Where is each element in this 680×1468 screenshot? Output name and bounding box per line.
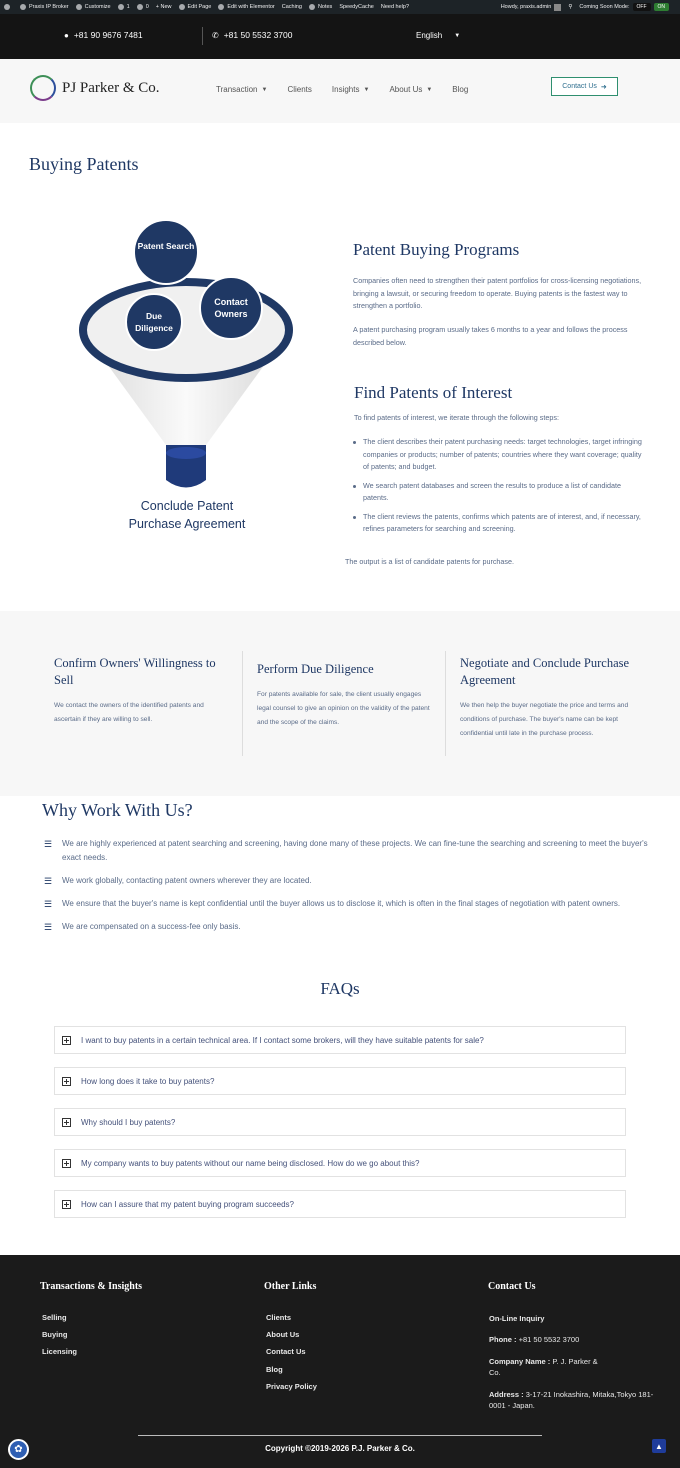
process-columns [0,611,680,796]
scroll-to-top-button[interactable] [652,1439,666,1453]
divider [202,27,203,45]
admin-new[interactable] [156,4,172,10]
nav-label: Insights [331,85,360,94]
find-steps-list [353,436,643,542]
section-title-why: Why Work With Us? [42,800,193,820]
coming-soon-label: Coming Soon Mode: [579,4,630,10]
admin-new-label: + New [155,4,172,10]
footer-link-privacy[interactable]: Privacy Policy [266,1382,317,1391]
cookie-settings-button[interactable] [8,1439,29,1460]
home-icon [20,4,26,10]
plus-square-icon [62,1200,71,1209]
admin-account[interactable] [501,4,562,11]
avatar [554,4,561,11]
faq-item[interactable] [54,1108,626,1136]
why-item-text: We are highly experienced at patent searching and screening, having done many of these projects. We can fine-tune the searching and screening to meet the buyer's exact needs. [62,839,648,862]
column-due-diligence [257,661,433,730]
funnel-graphic [78,210,296,540]
notes-icon [309,4,315,10]
why-item-text: We ensure that the buyer's name is kept confidential until the buyer allows us to disclose it, which is often in the final stages of negotiation with patent owners. [62,899,621,908]
circle-label-contact-owners: Contact Owners [214,297,248,319]
footer-title-transactions: Transactions & Insights [40,1281,143,1292]
divider [445,651,446,756]
elementor-icon [218,4,224,10]
list-item: We search patent databases and screen the results to produce a list of candidate patents. [353,480,643,505]
nav-label: Transaction [216,85,258,94]
admin-site-name-label: Praxis IP Broker [29,4,69,10]
layers-icon: ☰ [44,876,53,886]
list-item: The client describes their patent purchasing needs: target technologies, target infringing companies or products; number of patents; countries where they want coverage; quality of patents; and budget. [353,436,643,474]
admin-elementor-label: Edit with Elementor [227,4,275,10]
layers-icon: ☰ [44,839,53,849]
cookie-icon: ✿ [14,1444,23,1455]
faq-item[interactable] [54,1149,626,1177]
footer-link-buying[interactable]: Buying [42,1330,68,1339]
faq-question: My company wants to buy patents without our name being disclosed. How do we go about this? [81,1158,420,1168]
circle-label-due-diligence: Due Diligence [135,311,173,333]
faq-item[interactable] [54,1026,626,1054]
page-title: Buying Patents [29,154,139,174]
phone-2[interactable] [212,30,292,40]
admin-comments-count: 0 [145,4,149,10]
column-negotiate [460,655,636,741]
faq-item[interactable] [54,1190,626,1218]
why-item-text: We are compensated on a success-fee only basis. [62,922,241,931]
find-output: The output is a list of candidate patents for purchase. [345,557,515,566]
admin-caching-label: Caching [281,4,302,10]
plus-square-icon [62,1118,71,1127]
pencil-icon [179,4,185,10]
comment-icon [137,4,143,10]
why-item-text: We work globally, contacting patent owners wherever they are located. [62,876,312,885]
chevron-up-icon: ▲ [655,1441,663,1451]
plus-square-icon [62,1036,71,1045]
search-icon: ⚲ [568,4,573,10]
nav-item-about-us[interactable] [389,85,432,94]
admin-site-name[interactable] [20,4,69,10]
nav-item-transaction[interactable] [216,85,267,94]
wordpress-icon [4,4,10,10]
layers-icon: ☰ [44,899,53,909]
admin-updates[interactable] [118,4,130,10]
admin-customize-label: Customize [84,4,111,10]
admin-notes[interactable] [309,4,332,10]
nav-label: Blog [452,85,469,94]
faq-question: How can I assure that my patent buying program succeeds? [81,1199,294,1209]
phone-2-text: +81 50 5532 3700 [223,30,293,40]
footer-divider [138,1435,542,1436]
admin-customize[interactable] [76,4,111,10]
nav-item-blog[interactable] [452,85,468,94]
column-text: We contact the owners of the identified patents and ascertain if they are willing to sell. [54,702,204,723]
column-title: Perform Due Diligence [257,662,374,676]
section-title-faq: FAQs [320,979,360,998]
top-contact-bar [0,14,680,59]
why-item [44,920,664,934]
footer-online-inquiry[interactable]: On-Line Inquiry [489,1314,545,1323]
site-logo[interactable] [30,75,160,101]
programs-paragraph-2: A patent purchasing program usually takes 6 months to a year and follows the process described below. [353,325,628,347]
user-icon: ● [64,30,69,40]
phone-1-text: +81 90 9676 7481 [73,30,143,40]
funnel-spout-top [166,447,206,459]
footer-phone-label: Phone : [489,1335,517,1344]
funnel-caption-line1: Conclude Patent [140,499,234,513]
coming-soon-on[interactable]: ON [654,3,670,11]
admin-help-label: Need help? [380,4,410,10]
chevron-down-icon: ▼ [363,86,370,93]
footer-company-value: P. J. Parker & Co. [489,1357,598,1377]
section-title-programs: Patent Buying Programs [353,240,520,259]
programs-paragraph-1: Companies often need to strengthen their patent portfolios for cross-licensing negotiations, bringing a lawsuit, or securing freedom to operate. Buying patents is the fastest way to strengthen a portfolio. [353,276,642,310]
admin-notes-label: Notes [317,4,333,10]
logo-ring-icon [30,75,56,101]
why-item [44,897,664,911]
plus-square-icon [62,1077,71,1086]
footer-link-licensing[interactable]: Licensing [42,1347,78,1356]
refresh-icon [118,4,124,10]
funnel-diagram [78,210,296,540]
column-title: Confirm Owners' Willingness to Sell [54,656,216,687]
footer-link-blog[interactable]: Blog [266,1365,283,1374]
logo-text: PJ Parker & Co. [62,79,160,96]
admin-howdy-label: Howdy, praxis.admin [500,4,552,10]
chevron-down-icon: ▼ [261,86,268,93]
find-intro: To find patents of interest, we iterate through the following steps: [354,413,559,422]
footer-company-label: Company Name : [489,1357,551,1366]
circle-label-patent-search: Patent Search [137,241,195,251]
faq-question: Why should I buy patents? [81,1117,176,1127]
contact-us-button[interactable] [551,77,618,96]
admin-caching[interactable] [282,4,302,10]
nav-item-clients[interactable] [287,85,311,94]
footer-address-value: 3-17-21 Inokashira, Mitaka,Tokyo 181-0001 - Japan. [489,1390,654,1410]
wp-logo-item[interactable] [4,4,13,10]
admin-elementor[interactable] [218,4,274,10]
divider [242,651,243,756]
plus-square-icon [62,1159,71,1168]
footer-link-contact-us[interactable]: Contact Us [266,1347,306,1356]
copyright: Copyright ©2019-2026 P.J. Parker & Co. [265,1444,415,1453]
language-selector[interactable] [416,31,460,40]
faq-question: How long does it take to buy patents? [81,1076,215,1086]
column-title: Negotiate and Conclude Purchase Agreement [460,656,630,687]
section-title-find: Find Patents of Interest [354,383,513,402]
coming-soon-mode[interactable] [579,3,669,11]
admin-speedycache-label: SpeedyCache [339,4,374,10]
main-nav [216,85,488,94]
arrow-right-icon: ➜ [600,83,607,91]
column-confirm-owners [54,655,230,727]
footer-link-clients[interactable]: Clients [266,1313,292,1322]
chevron-down-icon: ▼ [454,32,461,39]
phone-1[interactable] [64,30,143,40]
faq-item[interactable] [54,1067,626,1095]
chevron-down-icon: ▼ [426,86,433,93]
phone-icon: ✆ [212,30,219,40]
footer-title-other-links: Other Links [264,1281,317,1292]
brush-icon [76,4,82,10]
funnel-caption-line2: Purchase Agreement [128,517,246,531]
admin-comments[interactable] [137,4,149,10]
language-label: English [416,31,443,40]
column-text: We then help the buyer negotiate the price and terms and conditions of purchase. The buyer's name can be kept confidential until late in the purchase process. [460,702,629,737]
site-footer [0,1255,680,1468]
faq-question: I want to buy patents in a certain technical area. If I contact some brokers, will they have suitable patents for sale? [81,1035,484,1045]
list-item: The client reviews the patents, confirms which patents are of interest, and, if necessary, refines parameters for searching and screening. [353,511,643,536]
why-item [44,874,664,888]
column-text: For patents available for sale, the client usually engages legal counsel to give an opinion on the validity of the patent and the scope of the claims. [257,691,430,726]
footer-link-selling[interactable]: Selling [42,1313,67,1322]
footer-link-about-us[interactable]: About Us [266,1330,300,1339]
admin-edit-page[interactable] [179,4,212,10]
wp-admin-bar [0,0,680,14]
contact-us-label: Contact Us [562,83,597,90]
circle-patent-search [134,220,198,284]
nav-item-insights[interactable] [332,85,370,94]
nav-label: About Us [389,85,423,94]
coming-soon-off[interactable]: OFF [633,3,651,11]
footer-title-contact: Contact Us [488,1281,536,1292]
admin-updates-count: 1 [126,4,130,10]
footer-address-label: Address : [489,1390,524,1399]
footer-phone-value: +81 50 5532 3700 [518,1335,580,1344]
admin-speedycache[interactable] [339,4,374,10]
why-item [44,837,664,865]
admin-help[interactable] [381,4,409,10]
nav-label: Clients [287,85,312,94]
admin-edit-page-label: Edit Page [187,4,212,10]
layers-icon: ☰ [44,922,53,932]
admin-search[interactable] [568,4,572,10]
